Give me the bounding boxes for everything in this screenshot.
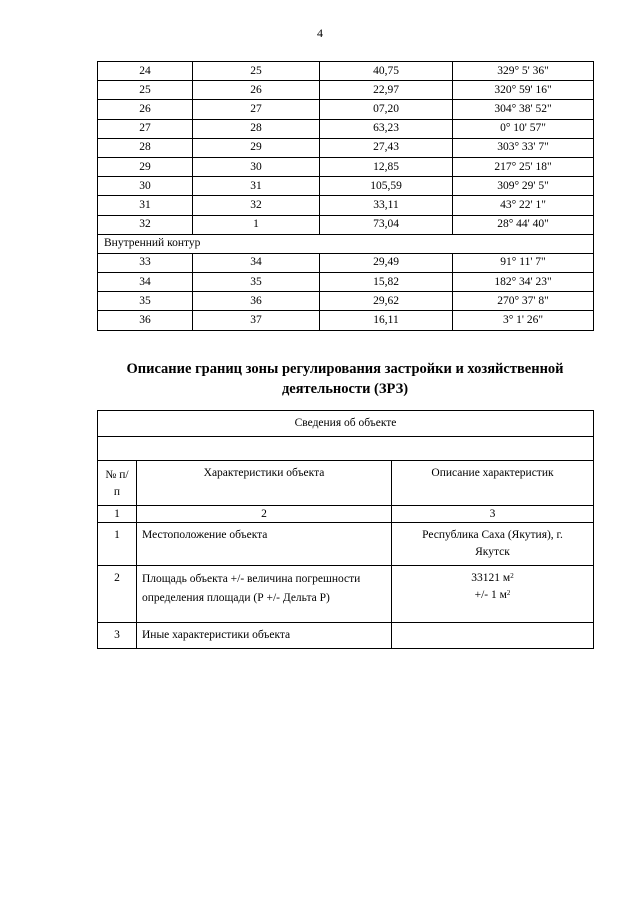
bearing: 309° 29' 5" [453, 177, 594, 196]
info-table-title: Сведения об объекте [98, 411, 594, 437]
row3-char-text: Иные характеристики объекта [142, 629, 291, 641]
section-heading-line1: Описание границ зоны регулирования застройки и хозяйственной [126, 361, 564, 377]
point-to: 37 [193, 311, 320, 330]
inner-contour-label: Внутренний контур [98, 234, 594, 253]
coord-row [98, 311, 594, 330]
bearing: 28° 44' 40" [453, 215, 594, 234]
idx-cell-1: 1 [98, 506, 137, 523]
point-to: 29 [193, 138, 320, 157]
distance: 22,97 [320, 81, 453, 100]
page-number: 4 [317, 26, 323, 40]
distance: 33,11 [320, 196, 453, 215]
inner-contour-row [98, 234, 594, 253]
coord-row [98, 292, 594, 311]
distance: 27,43 [320, 138, 453, 157]
info-table-empty-row [98, 437, 594, 461]
coord-row [98, 62, 594, 81]
distance: 12,85 [320, 157, 453, 176]
distance: 29,49 [320, 253, 453, 272]
row3-desc-text [392, 623, 593, 631]
bearing: 91° 11' 7" [453, 253, 594, 272]
idx-cell-3: 3 [392, 506, 594, 523]
point-to: 27 [193, 100, 320, 119]
distance: 16,11 [320, 311, 453, 330]
row3-char [137, 623, 392, 649]
distance: 73,04 [320, 215, 453, 234]
bearing: 43° 22' 1" [453, 196, 594, 215]
coord-row [98, 177, 594, 196]
row3-num [98, 623, 137, 649]
point-from: 36 [98, 311, 193, 330]
point-from: 26 [98, 100, 193, 119]
coord-row [98, 119, 594, 138]
point-from: 32 [98, 215, 193, 234]
row3-desc [392, 623, 594, 649]
row1-char-text: Местоположение объекта [142, 529, 268, 541]
bearing: 217° 25' 18" [453, 157, 594, 176]
section-heading [70, 359, 620, 399]
object-info-table [97, 410, 594, 649]
point-to: 32 [193, 196, 320, 215]
point-to: 28 [193, 119, 320, 138]
distance: 15,82 [320, 273, 453, 292]
point-from: 34 [98, 273, 193, 292]
col-char-header-text: Характеристики объекта [203, 467, 325, 479]
point-to: 31 [193, 177, 320, 196]
section-heading-line2: деятельности (ЗРЗ) [281, 381, 409, 397]
bearing: 0° 10' 57" [453, 119, 594, 138]
point-to: 26 [193, 81, 320, 100]
coord-row [98, 138, 594, 157]
point-to: 34 [193, 253, 320, 272]
point-from: 29 [98, 157, 193, 176]
row2-desc [392, 566, 594, 623]
coord-row [98, 196, 594, 215]
coord-row [98, 273, 594, 292]
row1-desc-text: Республика Саха (Якутия), г. Якутск [422, 529, 563, 558]
row2-char [137, 566, 392, 623]
point-from: 27 [98, 119, 193, 138]
col-char-header [137, 461, 392, 506]
coord-row [98, 100, 594, 119]
bearing: 3° 1' 26" [453, 311, 594, 330]
area-sup: 2 [510, 572, 514, 580]
point-from: 30 [98, 177, 193, 196]
bearing: 304° 38' 52" [453, 100, 594, 119]
area-value: 33121 м [471, 572, 511, 584]
point-from: 33 [98, 253, 193, 272]
bearing: 182° 34' 23" [453, 273, 594, 292]
col-desc-header-text: Описание характеристик [431, 467, 554, 479]
row2-num-text: 2 [114, 572, 120, 584]
row1-desc [392, 523, 594, 566]
distance: 07,20 [320, 100, 453, 119]
coord-row [98, 253, 594, 272]
distance: 105,59 [320, 177, 453, 196]
point-to: 36 [193, 292, 320, 311]
point-from: 24 [98, 62, 193, 81]
row1-num-text: 1 [114, 529, 120, 541]
bearing: 303° 33' 7" [453, 138, 594, 157]
coord-row [98, 81, 594, 100]
point-from: 31 [98, 196, 193, 215]
point-to: 30 [193, 157, 320, 176]
row2-desc-text [392, 566, 593, 608]
point-from: 35 [98, 292, 193, 311]
bearing: 270° 37' 8" [453, 292, 594, 311]
point-to: 25 [193, 62, 320, 81]
distance: 29,62 [320, 292, 453, 311]
row2-char-text: Площадь объекта +/- величина погрешности определения площади (Р +/- Дельта Р) [142, 573, 361, 604]
col-desc-header [392, 461, 594, 506]
row1-char [137, 523, 392, 566]
col-num-header-text: № п/п [105, 469, 129, 498]
bearing: 329° 5' 36" [453, 62, 594, 81]
area-error: +/- 1 м [474, 589, 507, 601]
idx-cell-2: 2 [137, 506, 392, 523]
distance: 40,75 [320, 62, 453, 81]
error-sup: 2 [506, 589, 511, 597]
coord-row [98, 157, 594, 176]
row3-num-text: 3 [114, 629, 120, 641]
boundary-coordinates-table [97, 61, 594, 331]
bearing: 320° 59' 16" [453, 81, 594, 100]
distance: 63,23 [320, 119, 453, 138]
point-from: 25 [98, 81, 193, 100]
row2-num [98, 566, 137, 623]
point-to: 1 [193, 215, 320, 234]
col-num-header [98, 461, 137, 506]
point-to: 35 [193, 273, 320, 292]
point-from: 28 [98, 138, 193, 157]
coord-row [98, 215, 594, 234]
row1-num [98, 523, 137, 566]
